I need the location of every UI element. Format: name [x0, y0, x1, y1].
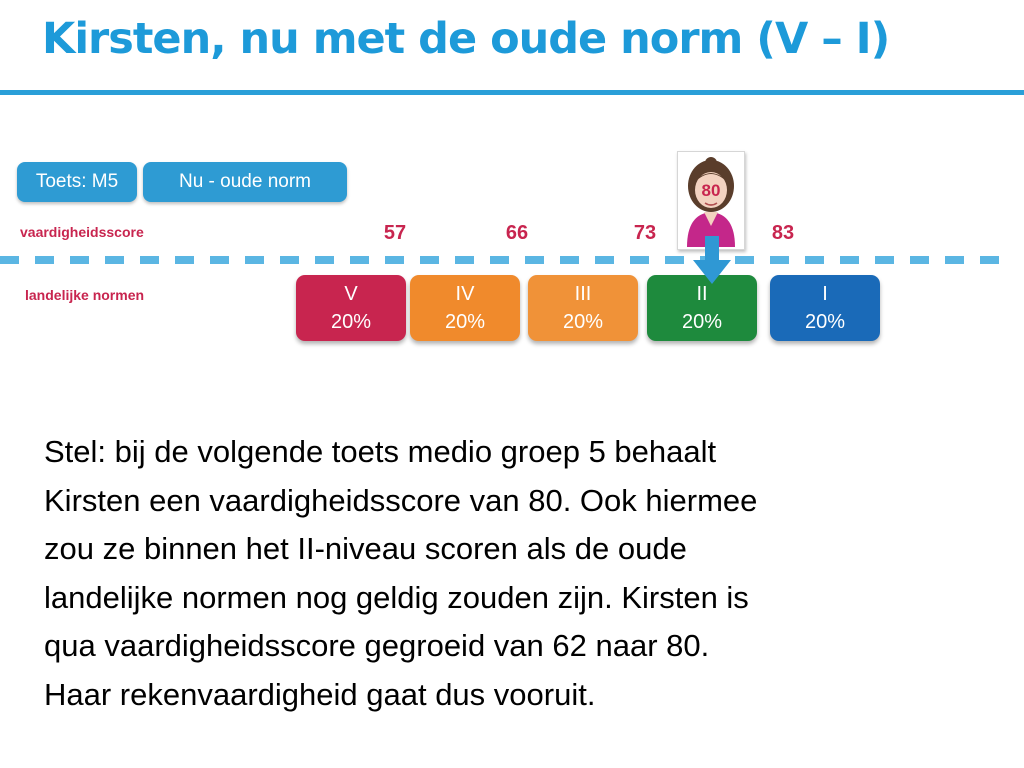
norm-level-percent: 20% [562, 311, 604, 333]
norm-level-box [528, 275, 638, 341]
body-line: landelijke normen nog geldig zouden zijn. Kirsten is [44, 579, 749, 615]
toets-tag: Toets: M5 [17, 162, 137, 202]
student-score: 80 [701, 181, 721, 200]
norm-level-percent: 20% [330, 311, 372, 333]
boundary-score: 57 [383, 222, 407, 244]
norm-level-percent: 20% [681, 311, 723, 333]
norm-level-percent: 20% [804, 311, 846, 333]
norm-level-label: II [696, 283, 708, 305]
girl-avatar-icon [678, 152, 744, 249]
boundary-score: 83 [771, 222, 795, 244]
body-line: Haar rekenvaardigheid gaat dus vooruit. [44, 676, 596, 712]
slide-title: Kirsten, nu met de oude norm (V – I) [42, 14, 890, 64]
norm-level-percent: 20% [444, 311, 486, 333]
vaardigheidsscore-label: vaardigheidsscore [20, 224, 144, 240]
boundary-score: 66 [505, 222, 529, 244]
title-underline [0, 90, 1024, 95]
body-line: zou ze binnen het II-niveau scoren als de oude [44, 531, 687, 566]
body-line: Stel: bij de volgende toets medio groep 5 behaalt [44, 434, 717, 469]
norm-tag: Nu - oude norm [143, 162, 347, 202]
norm-level-label: III [574, 283, 592, 305]
norm-level-box [410, 275, 520, 341]
slide-body-text [44, 428, 994, 719]
body-line: Kirsten een vaardigheidsscore van 80. Ook hiermee [44, 482, 758, 518]
norm-level-box [296, 275, 406, 341]
boundary-score: 73 [633, 222, 657, 244]
landelijke-normen-label: landelijke normen [25, 287, 145, 303]
norm-level-label: V [344, 283, 358, 305]
body-line: qua vaardigheidsscore gegroeid van 62 naar 80. [44, 628, 710, 663]
score-scale-line [0, 256, 1000, 264]
norm-level-label: I [822, 283, 828, 305]
score-arrow-icon [690, 236, 734, 286]
norm-level-label: IV [455, 283, 475, 305]
norm-level-box [770, 275, 880, 341]
